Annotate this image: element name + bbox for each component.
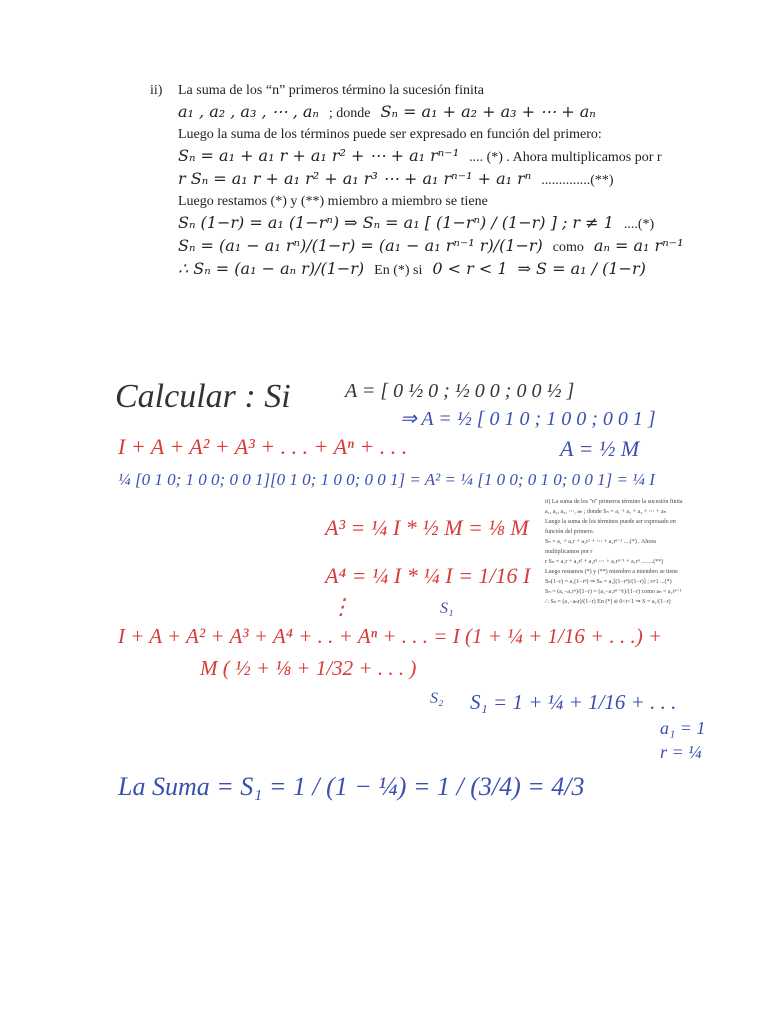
eq-subtract: Sₙ (1−r) = a₁ (1−rⁿ) ⇒ Sₙ = a₁ [ (1−rⁿ) / (1−r) ] ; r ≠ 1 <box>178 213 614 232</box>
eq-therefore: ∴ Sₙ = (a₁ − aₙ r)/(1−r) <box>178 259 365 278</box>
item-number: ii) <box>150 83 163 98</box>
thumb-line: multiplicamos por r <box>545 549 593 555</box>
hw-s1-eq: S₁ = 1 + ¼ + 1/16 + . . . <box>470 690 677 714</box>
thumb-line: a₁, a₂, a₃, ⋯, aₙ ; donde Sₙ = a₁ + a₂ + a₃ + ⋯ + aₙ <box>545 509 667 515</box>
en-si: En (*) si <box>374 263 423 278</box>
eq-subtract-note: ....(*) <box>623 217 655 232</box>
hw-a1: a₁ = 1 <box>660 718 706 738</box>
line-6: Luego restamos (*) y (**) miembro a miembro se tiene <box>178 194 488 209</box>
thumb-line: r Sₙ = a₁r + a₁r² + a₁r³ ⋯ + a₁rⁿ⁻¹ + a₁rⁿ ........(**) <box>545 559 664 565</box>
eq-star-note: .... (*) . Ahora multiplicamos por r <box>469 150 662 165</box>
donde: ; donde <box>328 106 371 121</box>
eq-star: Sₙ = a₁ + a₁ r + a₁ r² + ⋯ + a₁ rⁿ⁻¹ <box>178 146 460 165</box>
hw-square: ¼ [0 1 0; 1 0 0; 0 0 1][0 1 0; 1 0 0; 0 0 1] = A² = ¼ [1 0 0; 0 1 0; 0 0 1] = ¼ I <box>118 470 655 489</box>
sequence: a₁ , a₂ , a₃ , ⋯ , aₙ <box>178 102 319 121</box>
thumb-line: función del primero. <box>545 529 595 535</box>
thumb-line: Sₙ = (a₁−a₁rⁿ)/(1−r) = (a₁−a₁rⁿ⁻¹r)/(1−r) como aₙ = a₁rⁿ⁻¹ <box>545 589 682 595</box>
thumb-line: Sₙ = a₁ + a₁r + a₁r² + ⋯ + a₁rⁿ⁻¹ ....(*) . Ahora <box>545 539 656 545</box>
hw-sum-line2: M ( ½ + ⅛ + 1/32 + . . . ) <box>200 656 417 680</box>
hw-a4: A⁴ = ¼ I * ¼ I = 1/16 I <box>325 563 531 588</box>
an-def: aₙ = a₁ rⁿ⁻¹ <box>593 236 684 255</box>
hw-calcular: Calcular : Si <box>115 378 291 415</box>
sum-def: Sₙ = a₁ + a₂ + a₃ + ⋯ + aₙ <box>380 102 596 121</box>
line-1: La suma de los “n” primeros término la sucesión finita <box>178 83 484 98</box>
hw-series: I + A + A² + A³ + . . . + Aⁿ + . . . <box>118 434 408 459</box>
hw-final: La Suma = S₁ = 1 / (1 − ¼) = 1 / (3/4) = 4/3 <box>118 772 585 801</box>
embedded-thumbnail <box>545 497 720 607</box>
hw-a-half-m: A = ½ M <box>560 436 640 461</box>
hw-matrix-a: A = [ 0 ½ 0 ; ½ 0 0 ; 0 0 ½ ] <box>345 380 575 402</box>
hw-dots: ⋮ <box>330 594 352 619</box>
thumb-line: Sₙ(1−r) = a₁(1−rⁿ) ⇒ Sₙ = a₁[(1−rⁿ)/(1−r)] ; r≠1 ...(*) <box>545 579 672 585</box>
eq-2star: r Sₙ = a₁ r + a₁ r² + a₁ r³ ⋯ + a₁ rⁿ⁻¹ + a₁ rⁿ <box>178 169 532 188</box>
thumb-line: Luego restamos (*) y (**) miembro a miembro se tiene <box>545 569 678 575</box>
hw-r: r = ¼ <box>660 742 702 762</box>
hw-a3: A³ = ¼ I * ½ M = ⅛ M <box>325 515 529 540</box>
thumb-line: ∴ Sₙ = (a₁−aₙr)/(1−r) En (*) si 0<r<1 ⇒ S = a₁/(1−r) <box>545 599 671 605</box>
hw-sum-line1: I + A + A² + A³ + A⁴ + . . + Aⁿ + . . . = I (1 + ¼ + 1/16 + . . .) + <box>118 624 663 648</box>
eq-2star-note: ..............(**) <box>541 173 614 188</box>
hw-s1: S₁ <box>440 600 454 617</box>
thumb-line: Luego la suma de los términos puede ser expresado en <box>545 519 676 525</box>
como: como <box>552 240 584 255</box>
line-3: Luego la suma de los términos puede ser expresado en función del primero: <box>178 127 602 142</box>
eq-sn: Sₙ = (a₁ − a₁ rⁿ)/(1−r) = (a₁ − a₁ rⁿ⁻¹ r)/(1−r) <box>178 236 543 255</box>
hw-matrix-m: ⇒ A = ½ [ 0 1 0 ; 1 0 0 ; 0 0 1 ] <box>400 408 656 430</box>
typed-derivation <box>178 80 738 281</box>
r-range: 0 < r < 1 <box>432 259 508 278</box>
thumb-line: ii) La suma de los "n" primeros término la sucesión finita <box>545 499 683 505</box>
eq-limit: ⇒ S = a₁ / (1−r) <box>517 259 646 278</box>
hw-s2: S₂ <box>430 690 444 707</box>
